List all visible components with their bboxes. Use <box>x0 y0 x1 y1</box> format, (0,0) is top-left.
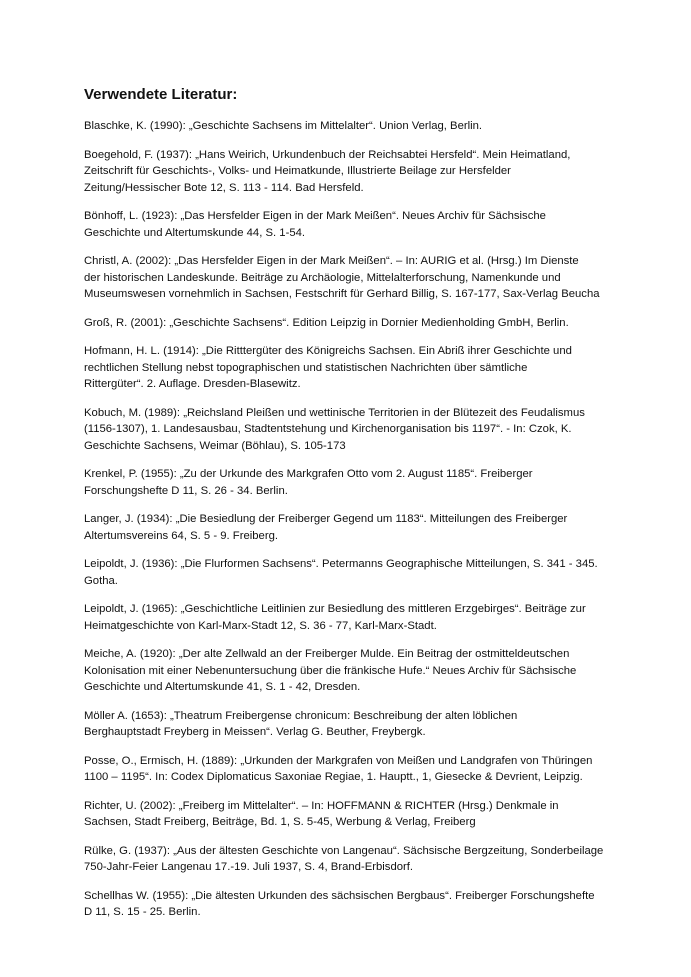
reference-line: Museumswesen vornehmlich in Sachsen, Festschrift für Gerhard Billig, S. 167-177, Sax-Verlag Beucha <box>84 288 600 300</box>
reference-entry <box>84 753 624 786</box>
reference-line: Kolonisation mit einer Nebenuntersuchung über die fränkische Hufe.“ Neues Archiv für Sächsische <box>84 664 577 677</box>
reference-entry <box>84 405 624 455</box>
reference-line: Möller A. (1653): „Theatrum Freibergense chronicum: Beschreibung der alten löblichen <box>84 709 518 722</box>
reference-line: (1156-1307), 1. Landesausbau, Stadtentstehung und Kirchenorganisation bis 1197“. - In: Czok, K. <box>84 423 572 435</box>
reference-line: Posse, O., Ermisch, H. (1889): „Urkunden der Markgrafen von Meißen und Landgrafen von Thüringen <box>84 754 593 767</box>
reference-line: Krenkel, P. (1955): „Zu der Urkunde des Markgrafen Otto vom 2. August 1185“. Freiberger <box>84 468 533 480</box>
reference-line: Zeitschrift für Geschichts-, Volks- und Heimatkunde, Illustrierte Beilage zur Hersfelder <box>84 165 511 177</box>
reference-entry <box>84 511 624 544</box>
reference-line: Rittergüter“. 2. Auflage. Dresden-Blasewitz. <box>84 378 301 390</box>
reference-line: Sachsen, Stadt Freiberg, Beiträge, Bd. 1, S. 5-45, Werbung & Verlag, Freiberg <box>84 816 476 828</box>
reference-line: Forschungshefte D 11, S. 26 - 34. Berlin. <box>84 484 288 497</box>
reference-entry <box>84 888 624 921</box>
reference-line: Geschichte Sachsens, Weimar (Böhlau), S. 105-173 <box>84 439 346 452</box>
bibliography-heading: Verwendete Literatur: <box>84 86 238 103</box>
reference-line: D 11, S. 15 - 25. Berlin. <box>84 906 201 918</box>
reference-line: Leipoldt, J. (1965): „Geschichtliche Leitlinien zur Besiedlung des mittleren Erzgebirges“. Beiträge zur <box>84 603 586 615</box>
reference-entry <box>84 466 624 499</box>
reference-line: Kobuch, M. (1989): „Reichsland Pleißen und wettinische Territorien in der Blütezeit des Feudalismus <box>84 406 585 419</box>
reference-line: 750-Jahr-Feier Langenau 17.-19. Juli 1937, S. 4, Brand-Erbisdorf. <box>84 861 414 873</box>
reference-entry <box>84 315 624 332</box>
reference-line: Richter, U. (2002): „Freiberg im Mittelalter“. – In: HOFFMANN & RICHTER (Hrsg.) Denkmale in <box>84 799 559 812</box>
reference-line: Geschichte und Altertumskunde 41, S. 1 - 42, Dresden. <box>84 681 361 693</box>
reference-entry <box>84 646 624 696</box>
reference-line: Boegehold, F. (1937): „Hans Weirich, Urkundenbuch der Reichsabtei Hersfeld“. Mein Heimatland, <box>84 148 571 161</box>
reference-entry <box>84 601 624 634</box>
reference-entry <box>84 147 624 197</box>
reference-line: Blaschke, K. (1990): „Geschichte Sachsens im Mittelalter“. Union Verlag, Berlin. <box>84 120 483 132</box>
reference-line: Leipoldt, J. (1936): „Die Flurformen Sachsens“. Petermanns Geographische Mitteilungen, S. 341 - 345. <box>84 558 598 570</box>
reference-entry <box>84 798 624 831</box>
reference-line: Groß, R. (2001): „Geschichte Sachsens“. Edition Leipzig in Dornier Medienholding GmbH, Berlin. <box>84 316 569 329</box>
reference-line: Heimatgeschichte von Karl-Marx-Stadt 12, S. 36 - 77, Karl-Marx-Stadt. <box>84 619 437 632</box>
reference-entry <box>84 253 624 303</box>
reference-list <box>84 118 624 921</box>
reference-line: Berghauptstadt Freyberg in Meissen“. Verlag G. Beuther, Freybergk. <box>84 726 426 738</box>
reference-line: Schellhas W. (1955): „Die ältesten Urkunden des sächsischen Bergbaus“. Freiberger Forschungshefte <box>84 889 595 902</box>
reference-entry <box>84 708 624 741</box>
reference-entry <box>84 843 624 876</box>
reference-line: Bönhoff, L. (1923): „Das Hersfelder Eigen in der Mark Meißen“. Neues Archiv für Sächsische <box>84 210 546 222</box>
reference-line: Hofmann, H. L. (1914): „Die Ritttergüter des Königreichs Sachsen. Ein Abriß ihrer Geschichte und <box>84 345 572 357</box>
reference-line: Altertumsvereins 64, S. 5 - 9. Freiberg. <box>84 529 279 542</box>
reference-entry <box>84 208 624 241</box>
reference-line: Langer, J. (1934): „Die Besiedlung der Freiberger Gegend um 1183“. Mitteilungen des Freiberger <box>84 513 568 525</box>
reference-line: Meiche, A. (1920): „Der alte Zellwald an der Freiberger Mulde. Ein Beitrag der ostmitteldeutschen <box>84 648 570 660</box>
reference-line: Zeitung/Hessischer Bote 12, S. 113 - 114. Bad Hersfeld. <box>84 181 364 194</box>
reference-line: rechtlichen Stellung nebst topographischen und statistischen Nachrichten über sämtliche <box>84 361 528 374</box>
reference-line: Rülke, G. (1937): „Aus der ältesten Geschichte von Langenau“. Sächsische Bergzeitung, Sonderbeilage <box>84 844 604 857</box>
reference-line: Geschichte und Altertumskunde 44, S. 1-54. <box>84 226 306 239</box>
reference-entry <box>84 556 624 589</box>
reference-entry <box>84 118 624 135</box>
reference-line: 1100 – 1195“. In: Codex Diplomaticus Saxoniae Regiae, 1. Hauptt., 1, Giesecke & Devrient, Leipzig. <box>84 771 583 783</box>
reference-line: Gotha. <box>84 574 118 587</box>
reference-line: der historischen Landeskunde. Beiträge zu Archäologie, Mittelalterforschung, Namenkunde und <box>84 271 561 284</box>
bibliography-section <box>84 86 624 933</box>
reference-entry <box>84 343 624 393</box>
reference-line: Christl, A. (2002): „Das Hersfelder Eigen in der Mark Meißen“. – In: AURIG et al. (Hrsg.) Im Dienste <box>84 255 579 267</box>
